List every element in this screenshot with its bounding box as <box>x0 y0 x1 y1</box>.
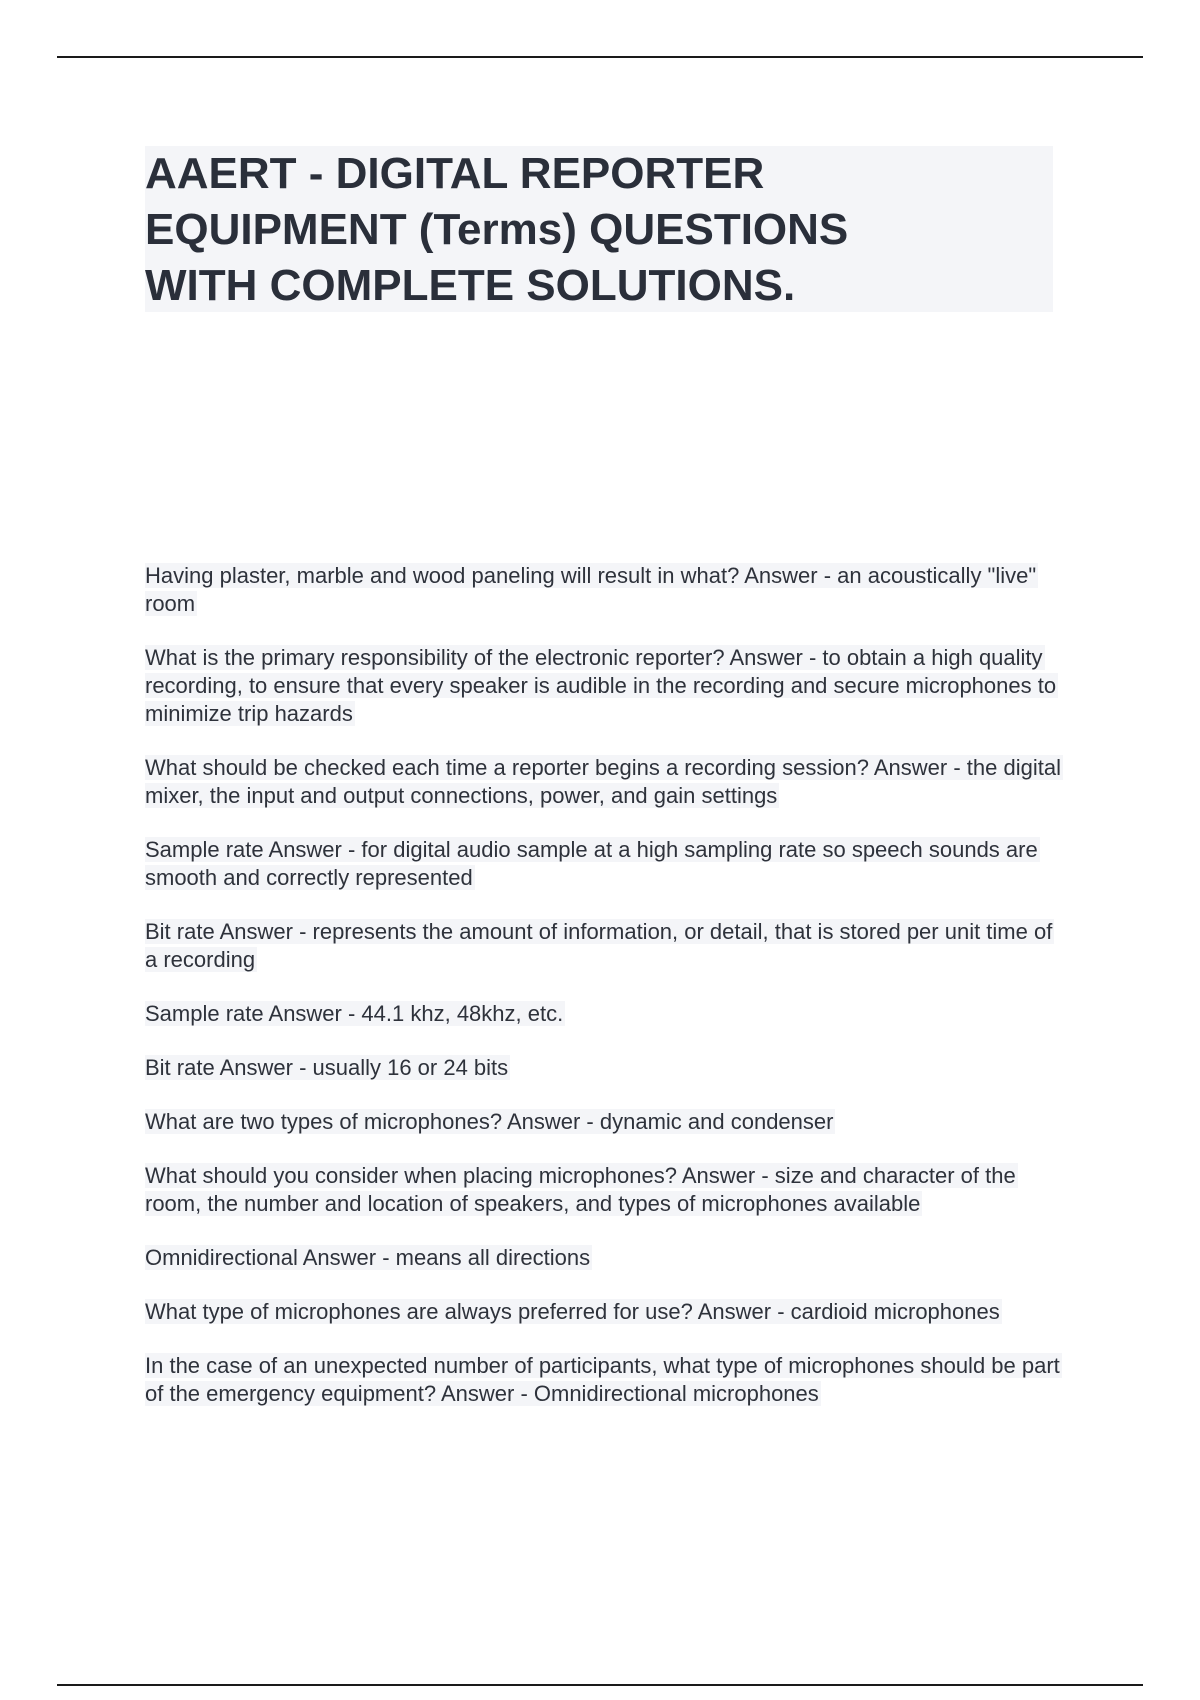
qa-text: Omnidirectional Answer - means all directions <box>145 1245 591 1270</box>
qa-text: Bit rate Answer - usually 16 or 24 bits <box>145 1055 509 1080</box>
qa-text: What are two types of microphones? Answer - dynamic and condenser <box>145 1109 834 1134</box>
bottom-rule <box>57 1684 1143 1686</box>
qa-item <box>145 1000 1065 1028</box>
qa-item <box>145 1298 1065 1326</box>
qa-text: What should be checked each time a reporter begins a recording session? Answer - the digital mixer, the input and output connections, power, and gain settings <box>145 755 1061 808</box>
qa-item <box>145 1054 1065 1082</box>
qa-item <box>145 836 1065 892</box>
qa-text: What should you consider when placing microphones? Answer - size and character of the room, the number and location of speakers, and types of microphones available <box>145 1163 1016 1216</box>
qa-item <box>145 754 1065 810</box>
qa-item <box>145 1352 1065 1408</box>
qa-text: Bit rate Answer - represents the amount of information, or detail, that is stored per unit time of a recording <box>145 919 1053 972</box>
qa-text: In the case of an unexpected number of participants, what type of microphones should be part of the emergency equipment? Answer - Omnidirectional microphones <box>145 1353 1060 1406</box>
qa-item <box>145 1244 1065 1272</box>
qa-text: Having plaster, marble and wood paneling will result in what? Answer - an acoustically "live" room <box>145 563 1037 616</box>
qa-list <box>145 562 1065 1434</box>
qa-text: Sample rate Answer - for digital audio sample at a high sampling rate so speech sounds are smooth and correctly represented <box>145 837 1038 890</box>
qa-text: What type of microphones are always preferred for use? Answer - cardioid microphones <box>145 1299 1000 1324</box>
qa-item <box>145 562 1065 618</box>
qa-text: What is the primary responsibility of the electronic reporter? Answer - to obtain a high quality recording, to ensure that every speaker is audible in the recording and secure microphones to minimize trip hazards <box>145 645 1057 726</box>
document-title: AAERT - DIGITAL REPORTER EQUIPMENT (Terms) QUESTIONS WITH COMPLETE SOLUTIONS. <box>145 149 849 310</box>
qa-item <box>145 644 1065 728</box>
qa-item <box>145 1162 1065 1218</box>
title-block <box>145 146 1053 312</box>
top-rule <box>57 56 1143 58</box>
qa-text: Sample rate Answer - 44.1 khz, 48khz, etc. <box>145 1001 564 1026</box>
qa-item <box>145 918 1065 974</box>
qa-item <box>145 1108 1065 1136</box>
